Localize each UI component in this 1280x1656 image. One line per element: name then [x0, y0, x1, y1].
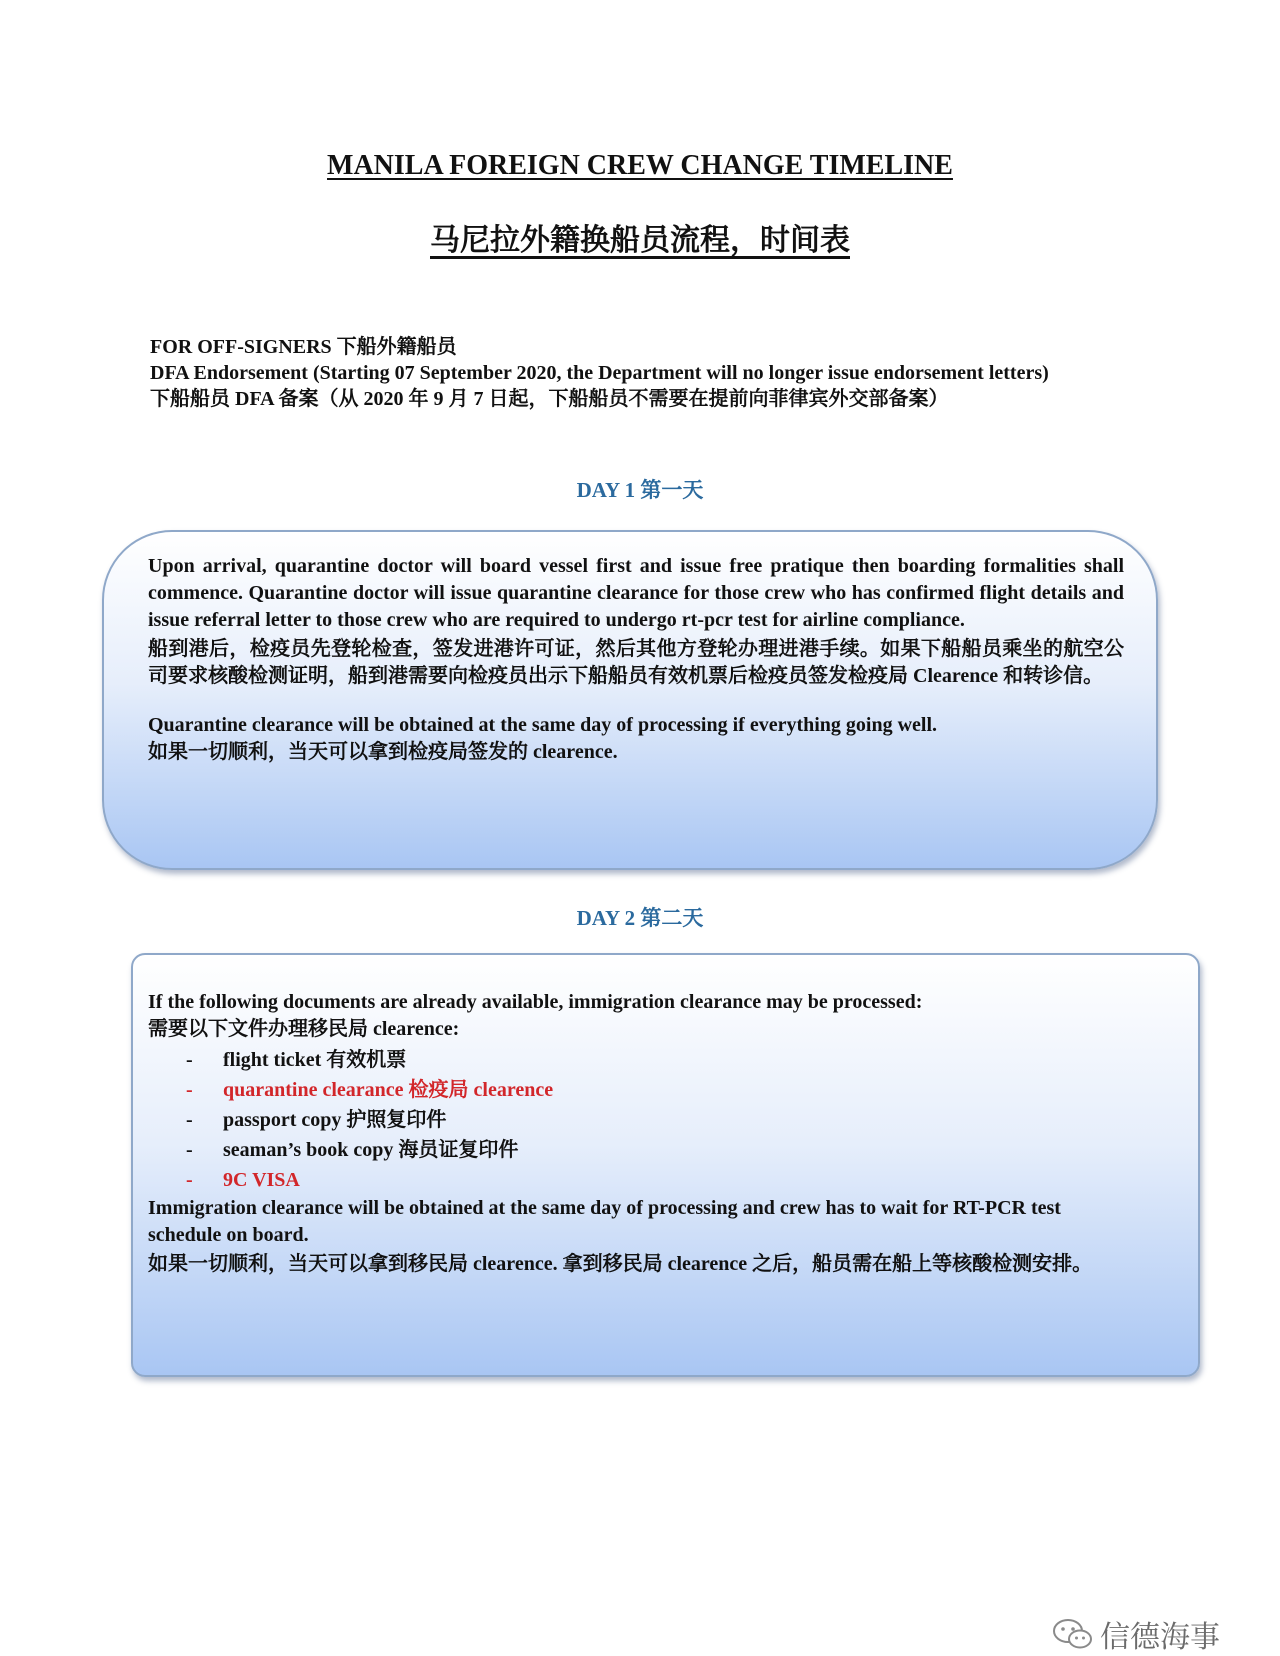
day2-heading: DAY 2 第二天	[576, 906, 704, 930]
list-item: - quarantine clearance 检疫局 clearence	[148, 1075, 1128, 1105]
document-list	[148, 1045, 1128, 1195]
day1-para2-en: Quarantine clearance will be obtained at the same day of processing if everything going well.	[148, 714, 938, 736]
day2-intro-en: If the following documents are already available, immigration clearance may be processed:	[148, 991, 923, 1013]
day1-heading: DAY 1 第一天	[576, 478, 704, 502]
page-subtitle: 马尼拉外籍换船员流程，时间表	[430, 224, 850, 257]
day1-para1-en: Upon arrival, quarantine doctor will board vessel first and issue free pratique then boarding formalities shall commence. Quarantine doctor will issue quarantine clearance for those crew who has confirmed flight details and issue referral letter to those crew who are required to undergo rt-pcr test for airline compliance.	[148, 555, 1124, 631]
list-item-seamans-book: seaman’s book copy 海员证复印件	[223, 1139, 519, 1161]
wechat-icon	[1052, 1617, 1094, 1651]
intro-line-dfa-cn: 下船船员 DFA 备案（从 2020 年 9 月 7 日起，下船船员不需要在提前向菲律宾外交部备案）	[150, 388, 949, 410]
intro-line-off-signers: FOR OFF-SIGNERS 下船外籍船员	[150, 336, 457, 358]
day2-content	[148, 989, 1128, 1278]
day2-intro-cn: 需要以下文件办理移民局 clearence:	[148, 1018, 460, 1040]
day1-para2-cn: 如果一切顺利，当天可以拿到检疫局签发的 clearence.	[148, 741, 618, 763]
day1-content	[148, 553, 1124, 766]
list-item: - passport copy 护照复印件	[148, 1105, 1128, 1135]
day2-outro-en: Immigration clearance will be obtained at the same day of processing and crew has to wait for RT-PCR test schedule on board.	[148, 1197, 1061, 1246]
watermark-text: 信德海事	[1100, 1620, 1220, 1655]
page-title: MANILA FOREIGN CREW CHANGE TIMELINE	[327, 150, 953, 181]
day2-outro-cn: 如果一切顺利，当天可以拿到移民局 clearence. 拿到移民局 clearence 之后，船员需在船上等核酸检测安排。	[148, 1253, 1093, 1275]
list-item: - 9C VISA	[148, 1165, 1128, 1195]
list-item-flight-ticket: flight ticket 有效机票	[223, 1049, 407, 1071]
list-item-quarantine-clearance: quarantine clearance 检疫局 clearence	[223, 1079, 554, 1101]
list-item-passport-copy: passport copy 护照复印件	[223, 1109, 447, 1131]
list-item: - flight ticket 有效机票	[148, 1045, 1128, 1075]
watermark	[1052, 1612, 1220, 1656]
day1-para1-cn: 船到港后，检疫员先登轮检查，签发进港许可证，然后其他方登轮办理进港手续。如果下船船员乘坐的航空公司要求核酸检测证明，船到港需要向检疫员出示下船船员有效机票后检疫员签发检疫局 Clearence 和转诊信。	[148, 638, 1124, 687]
intro-line-dfa-endorsement: DFA Endorsement (Starting 07 September 2020, the Department will no longer issue endorsement letters)	[150, 362, 1049, 384]
list-item-9c-visa: 9C VISA	[223, 1169, 300, 1191]
list-item: - seaman’s book copy 海员证复印件	[148, 1135, 1128, 1165]
intro-section	[150, 334, 1130, 412]
